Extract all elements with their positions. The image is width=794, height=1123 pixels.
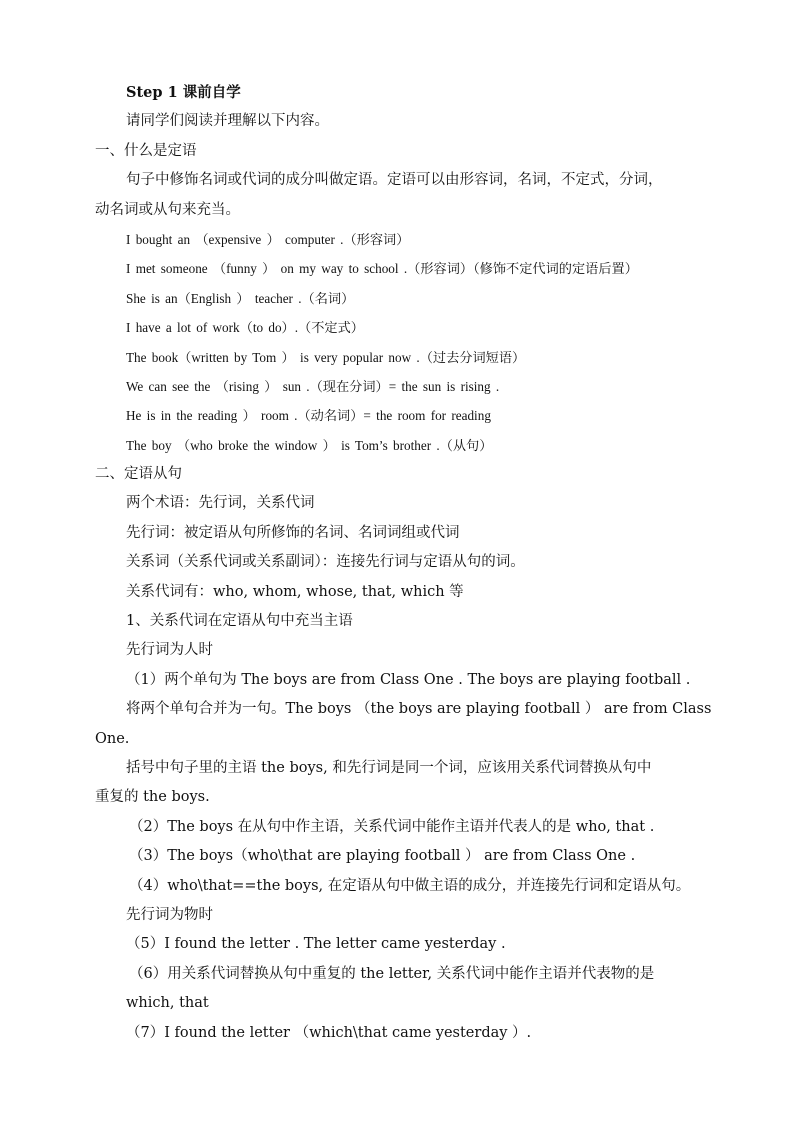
point-6-continuation: which, that: [126, 995, 209, 1012]
step-title: Step 1 课前自学: [126, 84, 241, 101]
relative-pronoun-list: 关系代词有：who, whom, whose, that, which 等: [126, 583, 464, 600]
subsection-1-heading: 1、关系代词在定语从句中充当主语: [126, 613, 353, 630]
point-1: （1）两个单句为 The boys are from Class One . The boys are playing football .: [126, 671, 691, 688]
thing-antecedent-label: 先行词为物时: [126, 906, 213, 923]
point-6: （6）用关系代词替换从句中重复的 the letter, 关系代词中能作主语并代表物的是: [129, 965, 655, 982]
intro-text: 请同学们阅读并理解以下内容。: [126, 113, 329, 130]
point-7: （7）I found the letter （which\that came yesterday ）.: [126, 1024, 532, 1041]
relative-word-definition: 关系词（关系代词或关系副词）：连接先行词与定语从句的词。: [126, 554, 525, 571]
section1-heading: 一、什么是定语: [95, 142, 197, 159]
point-4: （4）who\that==the boys, 在定语从句中做主语的成分，并连接先行词和定语从句。: [129, 877, 691, 894]
person-antecedent-label: 先行词为人时: [126, 642, 213, 659]
section2-heading: 二、定语从句: [95, 466, 182, 483]
example-noun: She is an（English ） teacher .（名词）: [126, 290, 355, 306]
point-2: （2）The boys 在从句中作主语，关系代词中能作主语并代表人的是 who, that .: [129, 818, 655, 835]
example-gerund: He is in the reading ） room .（动名词）= the room for reading: [126, 408, 491, 424]
example-adjective: I bought an （expensive ） computer .（形容词）: [126, 231, 410, 247]
example-postposed-adjective: I met someone （funny ） on my way to school .（形容词）（修饰不定代词的定语后置）: [126, 261, 638, 277]
example-past-participle: The book（written by Tom ） is very popular now .（过去分词短语）: [126, 349, 526, 365]
example-clause: The boy （who broke the window ） is Tom’s brother .（从句）: [126, 437, 493, 453]
explain-line-2: 重复的 the boys.: [95, 789, 210, 806]
antecedent-definition: 先行词：被定语从句所修饰的名词、名词词组或代词: [126, 524, 460, 541]
merge-line-1: 将两个单句合并为一句。The boys （the boys are playing football ） are from Class: [126, 701, 712, 718]
document-body: [95, 78, 715, 1048]
merge-line-2: One.: [95, 730, 130, 747]
definition-line-2: 动名词或从句来充当。: [95, 201, 240, 218]
point-5: （5）I found the letter . The letter came yesterday .: [126, 936, 506, 953]
example-present-participle: We can see the （rising ） sun .（现在分词）= the sun is rising .: [126, 378, 500, 394]
explain-line-1: 括号中句子里的主语 the boys, 和先行词是同一个词，应该用关系代词替换从句中: [126, 759, 652, 776]
terms-line: 两个术语：先行词，关系代词: [126, 495, 315, 512]
point-3: （3）The boys（who\that are playing football ） are from Class One .: [129, 848, 636, 865]
example-infinitive: I have a lot of work（to do）.（不定式）: [126, 320, 364, 336]
definition-line-1: 句子中修饰名词或代词的成分叫做定语。定语可以由形容词，名词，不定式，分词，: [126, 172, 663, 189]
